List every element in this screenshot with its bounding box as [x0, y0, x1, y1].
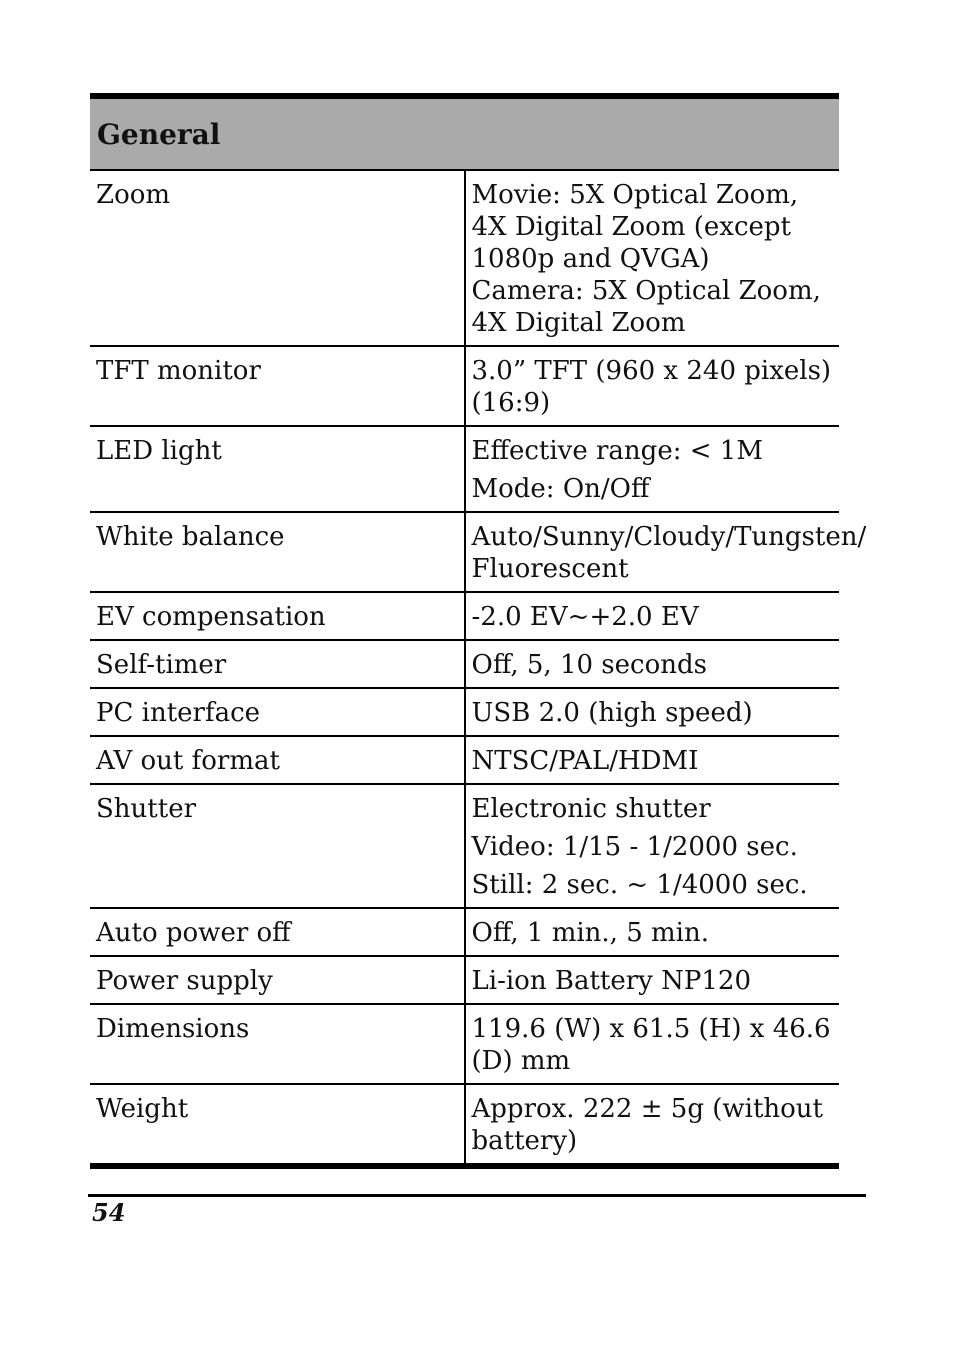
spec-value-line: 3.0” TFT (960 x 240 pixels) (16:9) — [471, 356, 832, 418]
spec-label: White balance — [90, 512, 465, 592]
spec-label: Self-timer — [90, 640, 465, 688]
spec-value-line: USB 2.0 (high speed) — [471, 698, 753, 728]
spec-value-line: Camera: 5X Optical Zoom, 4X Digital Zoom — [471, 276, 821, 338]
spec-label: PC interface — [90, 688, 465, 736]
spec-value-line: Electronic shutter — [471, 794, 711, 824]
table-row — [90, 1004, 839, 1084]
spec-value — [465, 736, 840, 784]
spec-value — [465, 688, 840, 736]
spec-label: Zoom — [90, 170, 465, 346]
spec-value — [465, 170, 840, 346]
table-row — [90, 592, 839, 640]
spec-value-line: Auto/Sunny/Cloudy/Tungsten/ Fluorescent — [471, 522, 867, 584]
spec-value — [465, 592, 840, 640]
table-row — [90, 956, 839, 1004]
spec-value-line: Off, 5, 10 seconds — [471, 650, 707, 680]
page-number: 54 — [92, 1198, 126, 1227]
spec-label: Power supply — [90, 956, 465, 1004]
spec-table-body — [90, 170, 867, 1166]
table-row — [90, 688, 839, 736]
spec-label: AV out format — [90, 736, 465, 784]
spec-value — [465, 956, 840, 1004]
spec-value-line: Mode: On/Off — [471, 474, 650, 504]
spec-value-line: Video: 1/15 - 1/2000 sec. — [471, 832, 798, 862]
spec-value — [465, 1084, 840, 1166]
table-row — [90, 346, 839, 426]
spec-value-line: Still: 2 sec. ~ 1/4000 sec. — [471, 870, 808, 900]
spec-label: Auto power off — [90, 908, 465, 956]
spec-value-line: 119.6 (W) x 61.5 (H) x 46.6 (D) mm — [471, 1014, 831, 1076]
spec-value — [465, 426, 840, 512]
table-row — [90, 640, 839, 688]
table-header-row — [90, 96, 839, 170]
spec-label: Dimensions — [90, 1004, 465, 1084]
table-row — [90, 1084, 839, 1166]
spec-value-line: -2.0 EV~+2.0 EV — [471, 602, 699, 632]
spec-value-line: Approx. 222 ± 5g (without battery) — [471, 1094, 823, 1156]
table-row — [90, 512, 839, 592]
spec-value-line: NTSC/PAL/HDMI — [471, 746, 699, 776]
spec-value — [465, 640, 840, 688]
section-title: General — [90, 96, 839, 170]
spec-value — [465, 1004, 840, 1084]
table-row — [90, 736, 839, 784]
table-row — [90, 426, 839, 512]
spec-label: EV compensation — [90, 592, 465, 640]
spec-value-line: Movie: 5X Optical Zoom, 4X Digital Zoom (except 1080p and QVGA) — [471, 180, 799, 274]
spec-label: TFT monitor — [90, 346, 465, 426]
spec-value — [465, 512, 867, 592]
spec-label: Weight — [90, 1084, 465, 1166]
spec-table — [90, 93, 867, 1169]
spec-value — [465, 346, 840, 426]
spec-value-line: Effective range: < 1M — [471, 436, 763, 466]
spec-value-line: Off, 1 min., 5 min. — [471, 918, 709, 948]
spec-value — [465, 908, 840, 956]
table-row — [90, 908, 839, 956]
spec-value — [465, 784, 840, 908]
footer-rule — [88, 1194, 866, 1197]
table-row — [90, 784, 839, 908]
spec-label: Shutter — [90, 784, 465, 908]
spec-label: LED light — [90, 426, 465, 512]
table-row — [90, 170, 839, 346]
spec-value-line: Li-ion Battery NP120 — [471, 966, 751, 996]
